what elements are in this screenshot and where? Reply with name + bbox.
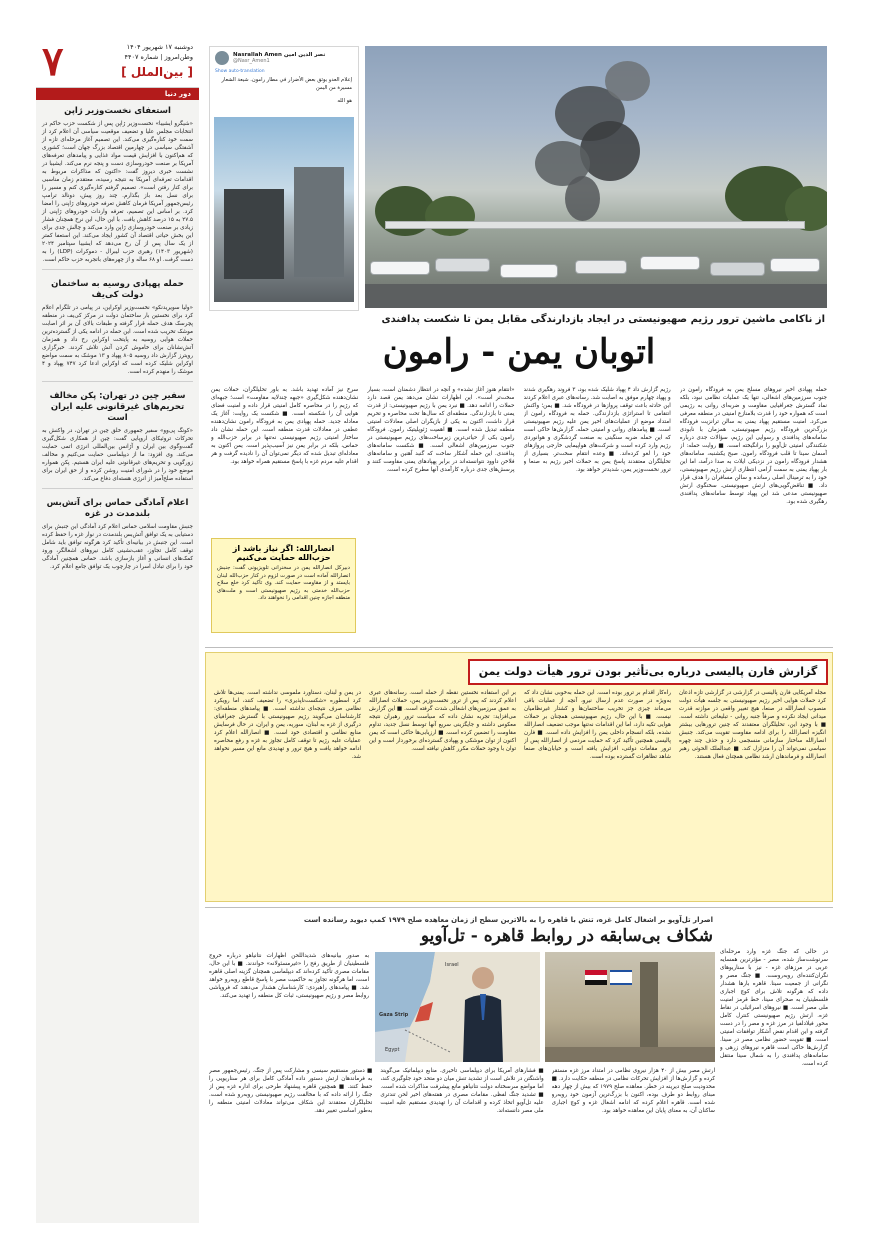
- story-kicker: از ناکامی ماشین ترور رژیم صهیونیستی در ایجاد بازدارندگی مقابل یمن تا شکست پدافندی: [381, 314, 825, 325]
- section-tag: دور دنیا: [36, 88, 199, 100]
- news-brief-title: استعفای نخست‌وزیر ژاپن: [64, 106, 171, 116]
- divider: [42, 381, 193, 382]
- news-brief-title: حمله پهپادی روسیه به ساختمان دولت کی‌یف: [51, 279, 184, 300]
- map-label-gaza: Gaza Strip: [379, 1012, 409, 1018]
- news-brief: [36, 100, 199, 266]
- news-brief: [36, 273, 199, 378]
- story-headline: اتوبان یمن - رامون: [382, 332, 656, 372]
- news-brief-body: «شیگرو ایشیبا» نخست‌وزیر ژاپن پس از شکست حزب حاکم در انتخابات مجلس علیا و تضعیف موقعیت سیاسی آن اعلام کرد از سمت خود کناره‌گیری می‌کند. این تصمیم آغاز مرحله‌ای تازه از آشفتگی سیاسی در چهارمین اقتصاد بزرگ جهان است؛ کشوری که هم‌اکنون با افزایش قیمت مواد غذایی و پیامدهای تعرفه‌های آمریکا بر صنعت خودروسازی دست و پنجه نرم می‌کند. ایشیبا در نشست خبری دیروز گفت: «اکنون که مذاکرات مربوط به اقدامات تعرفه‌ای آمریکا به نتیجه رسیده، معتقدم زمان مناسبی برای کنار رفتن است». تصمیم گرفتم کناره‌گیری کنم و مسیر را برای نسل بعد باز بگذارم. چند روز پیش، دونالد ترامپ رئیس‌جمهور آمریکا فرمان کاهش تعرفه خودروهای ژاپنی را امضا کرد. بر اساس این تصمیم، تعرفه واردات خودروهای ژاپنی از ۲۷.۵ به ۱۵ درصد کاهش یافت. با این حال، این نرخ همچنان فشار زیادی بر صنعت خودروسازی ژاپن وارد می‌کند و چالش جدی برای این بخش حیاتی اقتصاد آن کشور ایجاد می‌کند. این استعفا کمتر از یک سال پس از آن رخ می‌دهد که ایشیبا سپتامبر ۲۰۲۴ (شهریور ۱۴۰۳) رهبری حزب لیبرال - دموکرات (LDP) را به دست گرفت. او ۶۸ ساله و از چهره‌های باتجربه حزب حاکم است.: [42, 121, 193, 263]
- bottom-column: ■ دستور مستقیم سیسی و مشارکت پس از جنگ. رئیس‌جمهور مصر به فرماندهان ارتش دستور داده آمادگی کامل برای هر سناریویی را حفظ کنند. ■ همچنین قاهره پیشنهاد طرحی برای اداره غزه پس از جنگ را ارائه داده که با مخالفت رژیم صهیونیستی روبه‌رو شده است. تحلیلگران معتقدند این شکاف می‌تواند معادلات امنیتی منطقه را به‌طور اساسی تغییر دهد.: [209, 1068, 373, 1114]
- feature-title: گزارش فارن پالیسی درباره بی‌تأثیر بودن ترور هیأت دولت یمن: [478, 665, 818, 678]
- story-column: «انتقام هنوز آغاز نشده» و آنچه در انتظار دشمنان است، بسیار سخت‌تر است». این اظهارات نشان می‌دهد یمن قصد دارد حملات را ادامه دهد. ■ نبرد یمن با رژیم صهیونیستی: از قدرت یمنی تا بازدارندگی. منطقه‌ای که سال‌ها تحت محاصره و تحریم قرار داشت، اکنون به یکی از بازیگران اصلی معادلات امنیتی منطقه تبدیل شده است. ■ اهمیت ژئوپلیتیک رامون. فرودگاه رامون یکی از حیاتی‌ترین زیرساخت‌های رژیم صهیونیستی در جنوب سرزمین‌های اشغالی است. ■ شکست سامانه‌های پدافندی. این حمله آشکار ساخت که گنبد آهنین و سامانه‌های فلاخن داوود نتوانسته‌اند در برابر پهپادهای یمنی مقاومت کنند و پرسش‌های جدی درباره کارآمدی آنها مطرح کرده است.: [367, 387, 515, 473]
- news-brief: [36, 385, 199, 485]
- border-flags-photo: [545, 952, 715, 1062]
- feature-column: مجله آمریکایی فارن پالیسی در گزارشی در گزارشی تازه اذعان کرد حملات هوایی اخیر رژیم صهیونیستی به جلسه هیأت دولت منصوب انصارالله در صنعا، هیچ تغییر واقعی در موازنه قدرت میدانی ایجاد نکرده و صرفاً جنبه روانی - تبلیغاتی داشته است. ■ با وجود این، تحلیلگران معتقدند که چنین ترورهایی بیشتر انگیزه انصارالله را برای ادامه مقاومت تقویت می‌کند. جنبش انصارالله ساختار سازمانی منسجمی دارد و حذف چند چهره سیاسی نمی‌تواند آن را متزلزل کند. ■ عبدالملک الحوثی رهبر انصارالله و فرماندهان ارشد نظامی همچنان فعال هستند.: [679, 690, 826, 760]
- story-column-text: سرخ نیز آماده تهدید باشد. به باور تحلیلگران، حملات یمن نشان‌دهنده شکل‌گیری «جبهه چندلایه مقاومت» است؛ جبهه‌ای که رژیم را در محاصره کامل امنیتی قرار داده و امنیت فضای هوایی آن را شکسته است. ■ شکست یک روایت: آغاز یک معادله جدید. حمله پهپادی یمن به فرودگاه رامون نشان‌دهنده عطفی در معادلات قدرت منطقه است. این حمله نشان داد ساختار امنیتی رژیم صهیونیستی نه‌تنها در برابر حزب‌الله و حماس، بلکه در برابر یمن نیز آسیب‌پذیر است. یمن اکنون به معادله‌ای تبدیل شده که دیگر نمی‌توان آن را نادیده گرفت و هر اقدام علیه مردم غزه با پاسخ مستقیم همراه خواهد بود.: [211, 387, 359, 465]
- sidebar-callout: [211, 538, 356, 633]
- map-label-israel: Israel: [445, 962, 459, 968]
- news-brief: [36, 492, 199, 573]
- avatar: [215, 51, 229, 65]
- map-label-egypt: Egypt: [385, 1047, 400, 1053]
- feature-box: [205, 652, 833, 902]
- page-number: ۷: [42, 38, 64, 85]
- masthead: [36, 38, 199, 88]
- callout-body: دبیرکل انصارالله یمن در سخنرانی تلویزیونی گفت: جنبش انصارالله آماده است در صورت لزوم در کنار حزب‌الله لبنان بایستد و از مقاومت حمایت کند. وی تأکید کرد خلع سلاح حزب‌الله خدمتی به رژیم صهیونیستی است و ملت‌های منطقه اجازه چنین اقدامی را نخواهند داد.: [217, 565, 350, 601]
- bottom-column: ■ فشارهای آمریکا برای دیپلماسی تأخیری. منابع دیپلماتیک می‌گویند واشنگتن در تلاش است از تشدید تنش میان دو متحد خود جلوگیری کند، اما مواضع سرسختانه دولت نتانیاهو مانع پیشرفت مذاکرات شده است. ■ تشدید جنگ لفظی. مقامات مصری در هفته‌های اخیر لحن تندتری علیه تل‌آویو اتخاذ کرده و اقدامات آن را تهدیدی مستقیم علیه امنیت ملی مصر دانسته‌اند.: [380, 1068, 544, 1114]
- news-brief-title: اعلام آمادگی حماس برای آتش‌بس بلندمدت در غزه: [46, 498, 189, 519]
- left-news-column: [36, 38, 199, 1223]
- gaza-map-photo: [375, 952, 540, 1062]
- bottom-column: ارتش مصر بیش از ۴۰ هزار نیروی نظامی در امتداد مرز غزه مستقر کرده و گزارش‌ها از افزایش تحرکات نظامی در منطقه حکایت دارد. ■ محدودیت صلح دیرینه در خطر. معاهده صلح ۱۹۷۹ که بیش از چهار دهه مبنای روابط دو طرف بوده، اکنون با بزرگ‌ترین آزمون خود روبه‌رو شده است. قاهره اعلام کرده که ادامه اشغال غزه و کوچ اجباری ساکنان آن، به معنای پایان این معاهده خواهد بود.: [551, 1068, 715, 1114]
- bottom-right-column: [720, 916, 828, 1220]
- story-column: حمله پهپادی اخیر نیروهای مسلح یمن به فرودگاه رامون در جنوب سرزمین‌های اشغالی، تنها یک عملیات نظامی نبود، بلکه نماد گسترش جغرافیایی مقاومت و ضربه‌ای روانی به رژیمی است که همواره خود را قدرت بلامنازع امنیتی در منطقه معرفی می‌کرد. امنیت مستقیم پهپاد یمنی به سالن ترانزیت فرودگاه بزرگ‌ترین فرودگاه رژیم صهیونیستی، همزمان با نابودی سامانه‌های پدافندی و رسوایی این رژیم، سؤالات جدی درباره شکنندگی امنیتی تل‌آویو را برانگیخته است. ■ روایت حمله: از آسمان سینا تا قلب فرودگاه رامون. صبح یکشنبه، سامانه‌های هشدار فرودگاه رامون در نزدیکی ایلات به صدا درآمد، اما این بار پهپاد یمنی به سمت آرامی انتظاری ارتش رژیم صهیونیستی، خود را به ترمینال اصلی رسانده و سالن مسافران را هدف قرار داد. ■ تناقض‌گویی‌های ارتش صهیونیستی. سخنگوی ارتش صهیونیستی مدعی شد این پهپاد توسط سامانه‌های پدافندی رهگیری شده بود.: [679, 387, 827, 505]
- tweet-header: [210, 47, 358, 69]
- tweet-photo: [214, 117, 354, 302]
- tweet-author: Nasrallah Amen نصر الدين امين: [233, 52, 326, 58]
- translate-link[interactable]: Show auto-translation: [215, 69, 265, 74]
- callout-title: انصارالله: اگر نیاز باشد از حزب‌الله حمایت می‌کنیم: [232, 544, 335, 562]
- top-story: [205, 38, 833, 645]
- section-title: [ بین‌الملل ]: [121, 65, 193, 79]
- bottom-kicker: اصرار تل‌آویو بر اشغال کامل غزه، تنش با قاهره را به بالاترین سطح از زمان معاهده صلح ۱۹۷۹ کمپ دیوید رسانده است: [303, 916, 713, 924]
- feature-body: [214, 689, 826, 895]
- bottom-headline: شکاف بی‌سابقه در روابط قاهره - تل‌آویو: [420, 926, 713, 946]
- divider: [42, 269, 193, 270]
- bottom-story: [205, 912, 833, 1224]
- feature-column: راه‌کار اقدام بر ترور بوده است. این حمله به‌خوبی نشان داد که به‌ویژه در صورت عدم ارسال نیرو، آنچه از عملیات باقی می‌ماند چیزی جز تخریب ساختمان‌ها و کشتار غیرنظامیان نیست. ■ با این حال، رژیم صهیونیستی همچنان بر حملات هوایی تکیه دارد، اما این اقدامات نه‌تنها موجب تضعیف انصارالله نشده، بلکه انسجام داخلی یمن را افزایش داده است. ■ فارن پالیسی همچنین تأکید کرد که حمایت مردمی از انصارالله پس از ترور مقامات دولتی، افزایش یافته است و خیابان‌های صنعا شاهد تظاهرات گسترده بوده است.: [524, 690, 671, 760]
- bottom-left-column: [209, 952, 369, 1062]
- bottom-body: [209, 1067, 715, 1220]
- speaker-figure: [453, 960, 513, 1062]
- tweet-footer: هو الله: [337, 98, 352, 104]
- feature-column: در یمن و لبنان، دستاورد ملموسی نداشته است. یمنی‌ها تلاش کرد اسطوره «شکست‌ناپذیری» را تضعیف کنند، اما رویکرد نظامی صرف نتیجه‌ای نداشته است. ■ پیامدهای منطقه‌ای: کارشناسان می‌گویند رژیم صهیونیستی با گسترش جغرافیای درگیری از غزه به لبنان، سوریه، یمن و ایران، در حال فرسایش منابع نظامی و اقتصادی خود است. ■ انصارالله اعلام کرد عملیات علیه رژیم تا توقف کامل تجاوز به غزه و رفع محاصره ادامه خواهد یافت و هیچ ترور و تهدیدی مانع این مسیر نخواهد شد.: [214, 690, 361, 760]
- feature-column: بر این استفاده نخستین نقطه از حمله است. رسانه‌های عبری اعلام کردند که پس از ترور نخست‌وزیر یمن، حملات انصارالله به عمق سرزمین‌های اشغالی شدت گرفته است. ■ این گزارش می‌افزاید: تجربه نشان داده که سیاست ترور رهبران نتیجه معکوس داشته و جایگزینی سریع آنها توسط نسل جدید، تداوم مقاومت را تضمین کرده است. ■ ارزیابی‌ها حاکی است که یمن اکنون از توان موشکی و پهپادی گسترده‌ای برخوردار است و این توان با وجود حملات مکرر کاهش نیافته است.: [369, 690, 516, 752]
- news-brief-body: «کونگ پی‌وو» سفیر جمهوری خلق چین در تهران، در واکنش به تحرکات تروئیکای اروپایی گفت: چین از همکاری شکل‌گیری گفت‌وگوی بین ایران و آژانس بین‌المللی انرژی اتمی حمایت می‌کند. وی افزود: ما از دیپلماسی حمایت می‌کنیم و مخالف زورگویی و تحریم‌های غیرقانونی علیه ایران هستیم. پکن همواره موضع خود را در شورای امنیت روشن کرده و از حق ایران برای استفاده صلح‌آمیز از انرژی هسته‌ای دفاع می‌کند.: [42, 428, 193, 482]
- bottom-column-text: به صدور بیانیه‌های شدیداللحن اظهارات نتانیاهو درباره خروج فلسطینیان از طریق رفح را «غیرمسئولانه» خواندند. ■ با این حال، مقامات مصری تأکید کرده‌اند که دیپلماسی همچنان گزینه اصلی قاهره است، اما هرگونه تجاوز به حاکمیت مصر با پاسخ قاطع روبه‌رو خواهد شد. ■ پیامدهای راهبردی: کارشناسان هشدار می‌دهند که فروپاشی روابط مصر و رژیم صهیونیستی، ثبات کل منطقه را تهدید می‌کند.: [209, 953, 369, 999]
- divider: [42, 488, 193, 489]
- feature-title-frame: [468, 659, 828, 685]
- airport-smoke-photo: [365, 46, 827, 308]
- news-brief-body: جنبش مقاومت اسلامی حماس اعلام کرد آمادگی این جنبش برای دستیابی به یک توافق آتش‌بس بلندمدت در نوار غزه را حفظ کرده است. این جنبش در بیانیه‌ای تأکید کرد هرگونه توافق باید شامل توقف کامل تجاوز، عقب‌نشینی کامل نیروهای اشغالگر، ورود کمک‌های انسانی و آغاز بازسازی باشد. حماس همچنین آمادگی خود را برای تبادل اسرا در چارچوب یک توافق جامع اعلام کرد.: [42, 524, 193, 570]
- issue-number: وطن‌امروز | شماره ۴۴۰۷: [124, 53, 193, 61]
- divider: [205, 647, 833, 648]
- bottom-column-text: در حالی که جنگ غزه وارد مرحله‌ای سرنوشت‌ساز شده، مصر - مؤثرترین همسایه عربی در مرزهای غزه - نیز با سناریوهای نگران‌کننده‌ای روبه‌روست. ■ جنگ مصر و نگرانی از جمعیت سینا. قاهره بارها هشدار داده که هرگونه تلاش برای کوچ اجباری فلسطینیان به صحرای سینا، خط قرمز امنیت ملی مصر است. ■ نیروهای اسرائیلی در نقاط غزه. ارتش رژیم صهیونیستی کنترل کامل محور فیلادلفیا در مرز غزه و مصر را در دست گرفته و این اقدام نقض آشکار توافقات امنیتی است. ■ تقویت حضور نظامی مصر در سینا. گزارش‌ها حاکی است قاهره نیروهای زرهی و سامانه‌های پدافندی را به شمال سینا منتقل کرده است.: [720, 949, 828, 1067]
- divider: [205, 907, 833, 908]
- story-column: رژیم گزارش داد ۴ پهپاد شلیک شده بود، ۳ فروند رهگیری شدند و پهپاد چهارم موفق به اصابت شد. رسانه‌های عبری اعلام کردند این حادثه باعث توقف پروازها در فرودگاه شد. ■ یمن؛ واکنش انتقامی تا استراتژی بازدارندگی. حمله به فرودگاه رامون از امتداد موضع از عملیات‌های اخیر یمن علیه رژیم صهیونیستی است. ■ پیامدهای روانی و امنیتی حمله. گزارش‌ها حاکی است که این حمله ضربه سنگینی به صنعت گردشگری و هوانوردی رژیم وارد کرده است و شرکت‌های هواپیمایی خارجی پروازهای خود را لغو کرده‌اند. ■ وعده انتقام سخت‌تر. بسیاری از تحلیلگران معتقدند پاسخ یمن به حملات اخیر رژیم به صنعا و ترور نخست‌وزیر یمن، شدیدتر خواهد بود.: [523, 387, 671, 473]
- issue-date: دوشنبه ۱۷ شهریور ۱۴۰۴: [126, 43, 193, 51]
- tweet-text: إعلام العدو يوثق بعض الأضرار في مطار رامون. شيعة الشعار مسيرة من اليمن: [221, 77, 352, 91]
- news-brief-title: سفیر چین در تهران: پکن مخالف تحریم‌های غیرقانونی علیه ایران است: [49, 391, 186, 423]
- news-brief-body: «ولیا سویریدنکو» نخست‌وزیر اوکراین، در پیامی در تلگرام اعلام کرد برای نخستین بار ساختمان دولت در مرکز کی‌یف در منطقه پچرسک هدف حمله قرار گرفته و طبقات بالای آن بر اثر اصابت موشک تخریب شده است. این حمله در ادامه یکی از گسترده‌ترین حملات هوایی روسیه به پایتخت اوکراین رخ داد و همزمان آتش‌نشانان برای خاموش کردن آتش تلاش کردند. خبرگزاری رویترز گزارش داد روسیه ۸۰۵ پهپاد و ۱۳ موشک به سمت مواضع اوکراین شلیک کرده است که اوکراین ادعا کرد ۷۴۷ پهپاد و ۴ موشک را منهدم کرده است.: [42, 305, 193, 375]
- tweet-embed: [209, 46, 359, 311]
- tweet-handle: @Nasr_Amen1: [233, 58, 270, 64]
